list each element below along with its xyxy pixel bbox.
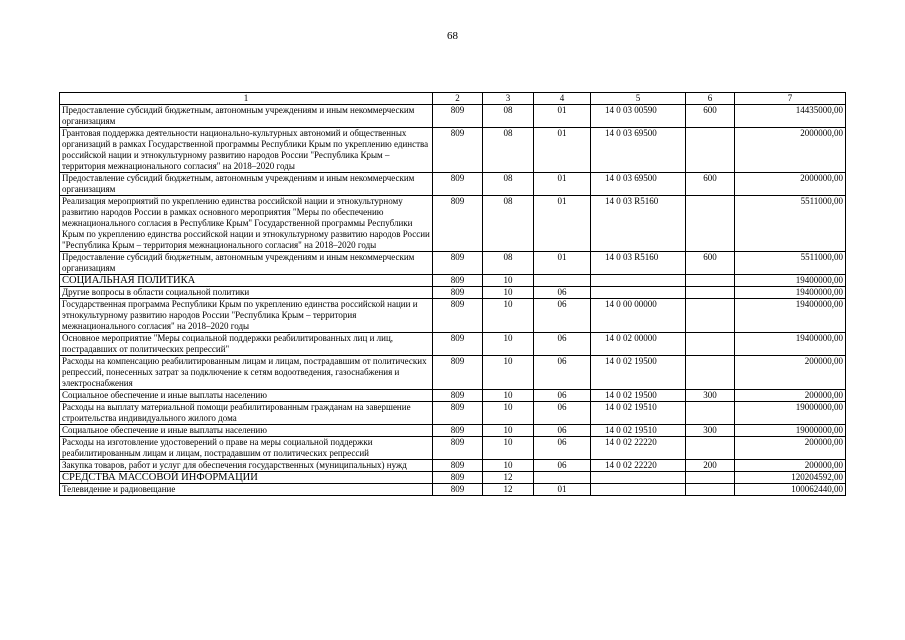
row-name-cell: Телевидение и радиовещание <box>60 484 433 496</box>
row-name-cell: Предоставление субсидий бюджетным, автономным учреждениям и иным некоммерческим организациям <box>60 252 433 275</box>
row-subsection-code: 01 <box>534 196 591 252</box>
table-row <box>60 437 846 460</box>
row-expense-type <box>686 484 735 496</box>
row-amount: 19400000,00 <box>735 333 846 356</box>
row-name-cell: СОЦИАЛЬНАЯ ПОЛИТИКА <box>60 275 433 287</box>
row-expense-type: 600 <box>686 252 735 275</box>
row-expense-type <box>686 299 735 333</box>
row-target-article: 14 0 03 69500 <box>591 173 686 196</box>
row-amount: 200000,00 <box>735 460 846 472</box>
row-name-cell: Основное мероприятие "Меры социальной поддержки реабилитированных лиц и лиц, пострадавших от политических репрессий" <box>60 333 433 356</box>
row-expense-type <box>686 472 735 484</box>
row-department-code: 809 <box>433 105 483 128</box>
row-target-article: 14 0 02 00000 <box>591 333 686 356</box>
row-amount: 19000000,00 <box>735 425 846 437</box>
row-name-cell: Социальное обеспечение и иные выплаты населению <box>60 425 433 437</box>
row-department-code: 809 <box>433 472 483 484</box>
row-target-article: 14 0 02 19500 <box>591 390 686 402</box>
row-department-code: 809 <box>433 275 483 287</box>
row-amount: 200000,00 <box>735 437 846 460</box>
row-section-code: 10 <box>483 460 534 472</box>
page-number: 68 <box>447 30 458 42</box>
budget-table <box>59 92 846 496</box>
row-target-article: 14 0 02 22220 <box>591 460 686 472</box>
row-subsection-code: 01 <box>534 252 591 275</box>
row-expense-type <box>686 437 735 460</box>
table-row <box>60 196 846 252</box>
header-cell: 3 <box>483 93 534 105</box>
row-section-code: 12 <box>483 484 534 496</box>
row-section-code: 10 <box>483 275 534 287</box>
header-cell: 1 <box>60 93 433 105</box>
row-expense-type: 600 <box>686 105 735 128</box>
row-amount: 200000,00 <box>735 390 846 402</box>
row-department-code: 809 <box>433 437 483 460</box>
row-subsection-code: 06 <box>534 437 591 460</box>
row-target-article: 14 0 00 00000 <box>591 299 686 333</box>
row-section-code: 10 <box>483 390 534 402</box>
row-name-cell: Государственная программа Республики Крым по укреплению единства российской нации и этнокультурному развитию народов России "Республика Крым – территория межнационального согласия" на 2018–2020 годы <box>60 299 433 333</box>
row-subsection-code <box>534 472 591 484</box>
row-department-code: 809 <box>433 252 483 275</box>
row-amount: 2000000,00 <box>735 128 846 173</box>
row-target-article: 14 0 03 00590 <box>591 105 686 128</box>
row-amount: 19000000,00 <box>735 402 846 425</box>
row-target-article: 14 0 03 R5160 <box>591 196 686 252</box>
row-amount: 14435000,00 <box>735 105 846 128</box>
row-subsection-code: 06 <box>534 460 591 472</box>
row-subsection-code <box>534 275 591 287</box>
row-subsection-code: 06 <box>534 390 591 402</box>
row-amount: 100062440,00 <box>735 484 846 496</box>
row-department-code: 809 <box>433 390 483 402</box>
row-amount: 200000,00 <box>735 356 846 390</box>
row-section-code: 12 <box>483 472 534 484</box>
row-section-code: 10 <box>483 356 534 390</box>
row-department-code: 809 <box>433 299 483 333</box>
row-target-article <box>591 275 686 287</box>
row-amount: 120204592,00 <box>735 472 846 484</box>
header-cell: 7 <box>735 93 846 105</box>
row-section-code: 08 <box>483 252 534 275</box>
row-section-code: 08 <box>483 105 534 128</box>
table-row <box>60 173 846 196</box>
header-cell: 4 <box>534 93 591 105</box>
row-subsection-code: 06 <box>534 287 591 299</box>
row-target-article <box>591 472 686 484</box>
row-section-code: 08 <box>483 128 534 173</box>
row-name-cell: Предоставление субсидий бюджетным, автономным учреждениям и иным некоммерческим организациям <box>60 105 433 128</box>
table-row <box>60 252 846 275</box>
row-expense-type <box>686 287 735 299</box>
row-department-code: 809 <box>433 484 483 496</box>
row-department-code: 809 <box>433 402 483 425</box>
header-row <box>60 93 846 105</box>
header-cell: 6 <box>686 93 735 105</box>
row-name-cell: Расходы на выплату материальной помощи реабилитированным гражданам на завершение строительства индивидуального жилого дома <box>60 402 433 425</box>
row-subsection-code: 06 <box>534 333 591 356</box>
row-department-code: 809 <box>433 128 483 173</box>
row-name-cell: Расходы на компенсацию реабилитированным лицам и лицам, пострадавшим от политических репрессий, понесенных затрат за подключение к сетям водоотведения, газоснабжения и электроснабжения <box>60 356 433 390</box>
row-section-code: 10 <box>483 299 534 333</box>
row-expense-type <box>686 402 735 425</box>
row-expense-type <box>686 275 735 287</box>
table-row <box>60 128 846 173</box>
row-expense-type: 300 <box>686 425 735 437</box>
row-section-code: 08 <box>483 196 534 252</box>
table-row <box>60 287 846 299</box>
row-amount: 19400000,00 <box>735 299 846 333</box>
table-row <box>60 275 846 287</box>
row-target-article <box>591 484 686 496</box>
row-name-cell: Грантовая поддержка деятельности национально-культурных автономий и общественных организаций в рамках Государственной программы Республики Крым по укреплению единства российской нации и этнокультурному развитию народов России "Республика Крым – территория межнационального согласия" на 2018–2020 годы <box>60 128 433 173</box>
row-name-cell: Расходы на изготовление удостоверений о праве на меры социальной поддержки реабилитированным лицам и лицам, пострадавшим от политических репрессий <box>60 437 433 460</box>
row-target-article: 14 0 03 69500 <box>591 128 686 173</box>
row-section-code: 10 <box>483 425 534 437</box>
row-expense-type: 200 <box>686 460 735 472</box>
row-name-cell: Реализация мероприятий по укреплению единства российской нации и этнокультурному развитию народов России в рамках основного мероприятия "Меры по обеспечению межнационального согласия в Республике Крым" Государственной программы Республики Крым по укреплению единства российской нации и этнокультурному развитию народов России "Республика Крым – территория межнационального согласия" на 2018–2020 годы <box>60 196 433 252</box>
row-subsection-code: 01 <box>534 484 591 496</box>
row-name-cell: Социальное обеспечение и иные выплаты населению <box>60 390 433 402</box>
row-amount: 2000000,00 <box>735 173 846 196</box>
row-subsection-code: 06 <box>534 356 591 390</box>
table-row <box>60 356 846 390</box>
row-amount: 19400000,00 <box>735 275 846 287</box>
row-expense-type: 300 <box>686 390 735 402</box>
row-name-cell: Другие вопросы в области социальной политики <box>60 287 433 299</box>
table-row <box>60 390 846 402</box>
table-row <box>60 299 846 333</box>
table-row <box>60 425 846 437</box>
row-target-article: 14 0 02 19510 <box>591 402 686 425</box>
row-name-cell: СРЕДСТВА МАССОВОЙ ИНФОРМАЦИИ <box>60 472 433 484</box>
row-target-article <box>591 287 686 299</box>
row-expense-type <box>686 356 735 390</box>
row-subsection-code: 01 <box>534 128 591 173</box>
row-subsection-code: 01 <box>534 173 591 196</box>
row-expense-type <box>686 333 735 356</box>
row-name-cell: Предоставление субсидий бюджетным, автономным учреждениям и иным некоммерческим организациям <box>60 173 433 196</box>
row-name-cell: Закупка товаров, работ и услуг для обеспечения государственных (муниципальных) нужд <box>60 460 433 472</box>
header-cell: 5 <box>591 93 686 105</box>
row-section-code: 10 <box>483 333 534 356</box>
row-department-code: 809 <box>433 425 483 437</box>
row-expense-type: 600 <box>686 173 735 196</box>
table-body <box>60 93 846 496</box>
header-cell: 2 <box>433 93 483 105</box>
row-section-code: 08 <box>483 173 534 196</box>
table-row <box>60 472 846 484</box>
row-subsection-code: 01 <box>534 105 591 128</box>
row-target-article: 14 0 02 19510 <box>591 425 686 437</box>
table-row <box>60 402 846 425</box>
row-amount: 5511000,00 <box>735 196 846 252</box>
row-subsection-code: 06 <box>534 402 591 425</box>
table-row <box>60 484 846 496</box>
row-amount: 19400000,00 <box>735 287 846 299</box>
row-target-article: 14 0 02 22220 <box>591 437 686 460</box>
row-expense-type <box>686 196 735 252</box>
row-subsection-code: 06 <box>534 425 591 437</box>
row-department-code: 809 <box>433 287 483 299</box>
table-row <box>60 105 846 128</box>
table-row <box>60 460 846 472</box>
row-department-code: 809 <box>433 333 483 356</box>
row-target-article: 14 0 03 R5160 <box>591 252 686 275</box>
row-target-article: 14 0 02 19500 <box>591 356 686 390</box>
row-section-code: 10 <box>483 402 534 425</box>
row-department-code: 809 <box>433 173 483 196</box>
row-amount: 5511000,00 <box>735 252 846 275</box>
table-row <box>60 333 846 356</box>
row-section-code: 10 <box>483 287 534 299</box>
row-section-code: 10 <box>483 437 534 460</box>
row-department-code: 809 <box>433 196 483 252</box>
row-department-code: 809 <box>433 460 483 472</box>
row-subsection-code: 06 <box>534 299 591 333</box>
row-department-code: 809 <box>433 356 483 390</box>
row-expense-type <box>686 128 735 173</box>
